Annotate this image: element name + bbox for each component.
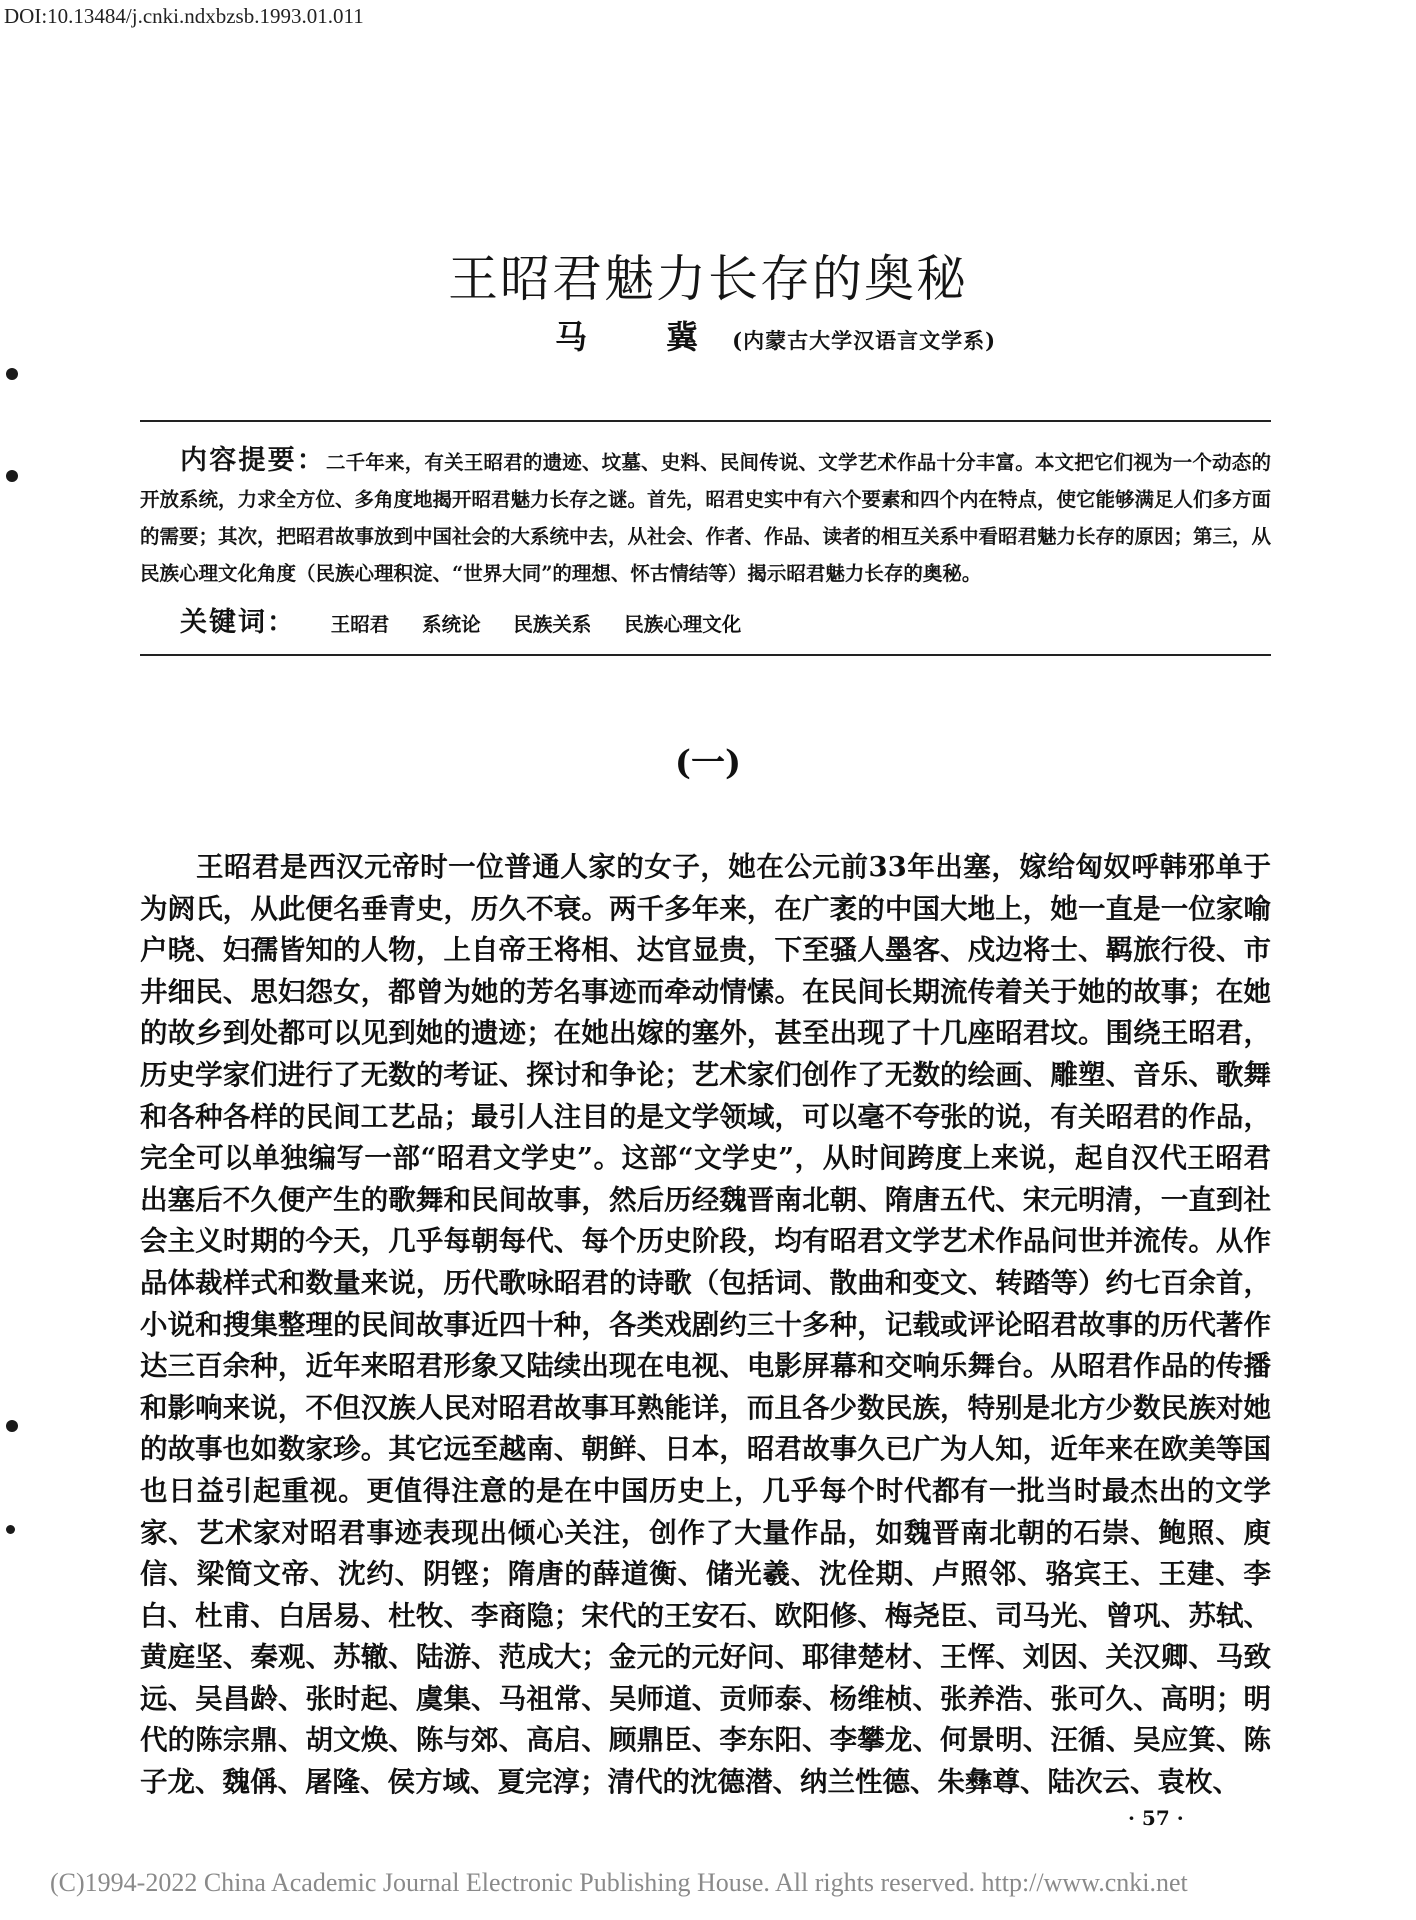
keyword-item: 民族关系 (513, 613, 592, 636)
section-heading: (一) (674, 743, 742, 783)
abstract-label: 内容提要： (180, 445, 326, 476)
abstract-text: 二千年来，有关王昭君的遗迹、坟墓、史料、民间传说、文学艺术作品十分丰富。本文把它们视为一个动态的开放系统，力求全方位、多角度地揭开昭君魅力长存之谜。首先，昭君史实中有六个要素和四个内在特点，使它能够满足人们多方面的需要；其次，把昭君故事放到中国社会的大系统中去，从社会、作者、作品、读者的相互关系中看昭君魅力长存的原因；第三，从民族心理文化角度（民族心理积淀、“世界大同”的理想、怀古情结等）揭示昭君魅力长存的奥秘。 (140, 451, 1272, 585)
keywords-line (180, 600, 767, 639)
doi-header: DOI:10.13484/j.cnki.ndxbzsb.1993.01.011 (4, 4, 364, 28)
keyword-item: 民族心理文化 (624, 613, 742, 636)
keywords-label: 关键词： (180, 607, 296, 638)
author-name: 马 冀 (555, 318, 733, 356)
scan-mark (6, 470, 18, 482)
scan-mark (6, 1525, 15, 1534)
article-title: 王昭君魅力长存的奥秘 (448, 249, 968, 308)
scan-mark (6, 1420, 18, 1432)
scan-mark (6, 368, 18, 380)
copyright-footer: (C)1994-2022 China Academic Journal Electronic Publishing House. All rights reserved. http://www.cnki.net (50, 1868, 1188, 1897)
keyword-item: 系统论 (422, 613, 481, 636)
page-number: · 57 · (1128, 1806, 1184, 1830)
abstract-top-rule (140, 420, 1271, 422)
author-affiliation: (内蒙古大学汉语言文学系) (732, 328, 997, 353)
abstract-bottom-rule (140, 654, 1271, 656)
body-paragraph: 王昭君是西汉元帝时一位普通人家的女子，她在公元前33年出塞，嫁给匈奴呼韩邪单于为阏氏，从此便名垂青史，历久不衰。两千多年来，在广袤的中国大地上，她一直是一位家喻户晓、妇孺皆知的人物，上自帝王将相、达官显贵，下至骚人墨客、戍边将士、羁旅行役、市井细民、思妇怨女，都曾为她的芳名事迹而牵动情愫。在民间长期流传着关于她的故事；在她的故乡到处都可以见到她的遗迹；在她出嫁的塞外，甚至出现了十几座昭君坟。围绕王昭君，历史学家们进行了无数的考证、探讨和争论；艺术家们创作了无数的绘画、雕塑、音乐、歌舞和各种各样的民间工艺品；最引人注目的是文学领域，可以毫不夸张的说，有关昭君的作品，完全可以单独编写一部“昭君文学史”。这部“文学史”，从时间跨度上来说，起自汉代王昭君出塞后不久便产生的歌舞和民间故事，然后历经魏晋南北朝、隋唐五代、宋元明清，一直到社会主义时期的今天，几乎每朝每代、每个历史阶段，均有昭君文学艺术作品问世并流传。从作品体裁样式和数量来说，历代歌咏昭君的诗歌（包括词、散曲和变文、转踏等）约七百余首，小说和搜集整理的民间故事近四十种，各类戏剧约三十多种，记载或评论昭君故事的历代著作达三百余种，近年来昭君形象又陆续出现在电视、电影屏幕和交响乐舞台。从昭君作品的传播和影响来说，不但汉族人民对昭君故事耳熟能详，而且各少数民族，特别是北方少数民族对她的故事也如数家珍。其它远至越南、朝鲜、日本，昭君故事久已广为人知，近年来在欧美等国也日益引起重视。更值得注意的是在中国历史上，几乎每个时代都有一批当时最杰出的文学家、艺术家对昭君事迹表现出倾心关注，创作了大量作品，如魏晋南北朝的石崇、鲍照、庾信、梁简文帝、沈约、阴铿；隋唐的薛道衡、储光羲、沈佺期、卢照邻、骆宾王、王建、李白、杜甫、白居易、杜牧、李商隐；宋代的王安石、欧阳修、梅尧臣、司马光、曾巩、苏轼、黄庭坚、秦观、苏辙、陆游、范成大；金元的元好问、耶律楚材、王恽、刘因、关汉卿、马致远、吴昌龄、张时起、虞集、马祖常、吴师道、贡师泰、杨维桢、张养浩、张可久、高明；明代的陈宗鼎、胡文焕、陈与郊、高启、顾鼎臣、李东阳、李攀龙、何景明、汪循、吴应箕、陈子龙、魏偁、屠隆、侯方域、夏完淳；清代的沈德潜、纳兰性德、朱彝尊、陆次云、袁枚、 (140, 851, 1271, 1799)
keyword-item: 王昭君 (330, 613, 390, 636)
author-line (555, 312, 996, 358)
abstract-block (140, 442, 1271, 592)
